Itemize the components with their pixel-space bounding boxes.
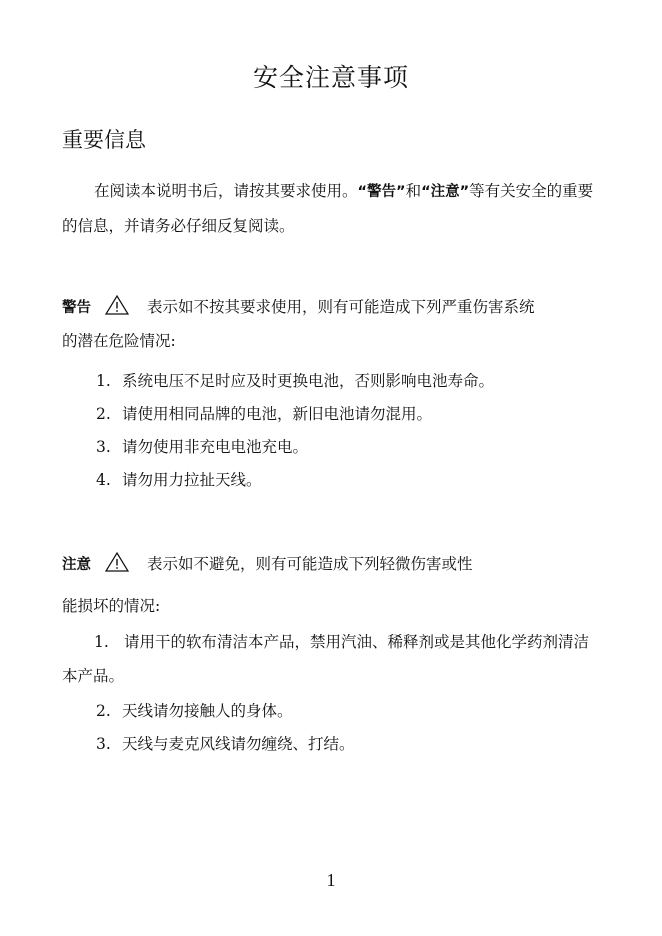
warning-label: 警告 bbox=[62, 300, 91, 316]
intro-text-1: 在阅读本说明书后，请按其要求使用。 bbox=[94, 182, 358, 200]
intro-and: 和 bbox=[405, 182, 422, 200]
warning-triangle-icon bbox=[105, 293, 129, 313]
caution-label: 注意 bbox=[62, 557, 91, 573]
warning-description: 表示如不按其要求使用，则有可能造成下列严重伤害系统 bbox=[147, 298, 535, 316]
list-item: 2. 天线请勿接触人的身体。 bbox=[96, 702, 293, 720]
intro-paragraph bbox=[62, 174, 602, 243]
intro-quote-caution: “注意” bbox=[421, 184, 470, 200]
list-item: 1. 系统电压不足时应及时更换电池，否则影响电池寿命。 bbox=[96, 372, 495, 390]
list-item: 1. 请用干的软布清洁本产品，禁用汽油、稀释剂或是其他化学药剂清洁本产品。 bbox=[62, 633, 590, 685]
intro-quote-warning: “警告” bbox=[357, 184, 406, 200]
intro-text-2: 等有关安全的重要的信息，并请务必仔细反复阅读。 bbox=[62, 182, 594, 235]
list-item: 3. 天线与麦克风线请勿缠绕、打结。 bbox=[96, 735, 355, 753]
caution-description: 表示如不避免，则有可能造成下列轻微伤害或性 bbox=[147, 555, 473, 573]
warning-line-1 bbox=[62, 290, 535, 325]
caution-line-2: 能损坏的情况: bbox=[62, 597, 161, 615]
warning-line-2: 的潜在危险情况: bbox=[62, 332, 176, 350]
page-title: 安全注意事项 bbox=[252, 63, 409, 92]
list-item: 2. 请使用相同品牌的电池，新旧电池请勿混用。 bbox=[96, 405, 433, 423]
section-heading: 重要信息 bbox=[62, 128, 146, 152]
page-number: 1 bbox=[326, 870, 336, 890]
warning-triangle-icon bbox=[105, 550, 129, 570]
list-item: 3. 请勿使用非充电电池充电。 bbox=[96, 438, 309, 456]
list-item: 4. 请勿用力拉扯天线。 bbox=[96, 471, 262, 489]
caution-line-1 bbox=[62, 547, 473, 582]
